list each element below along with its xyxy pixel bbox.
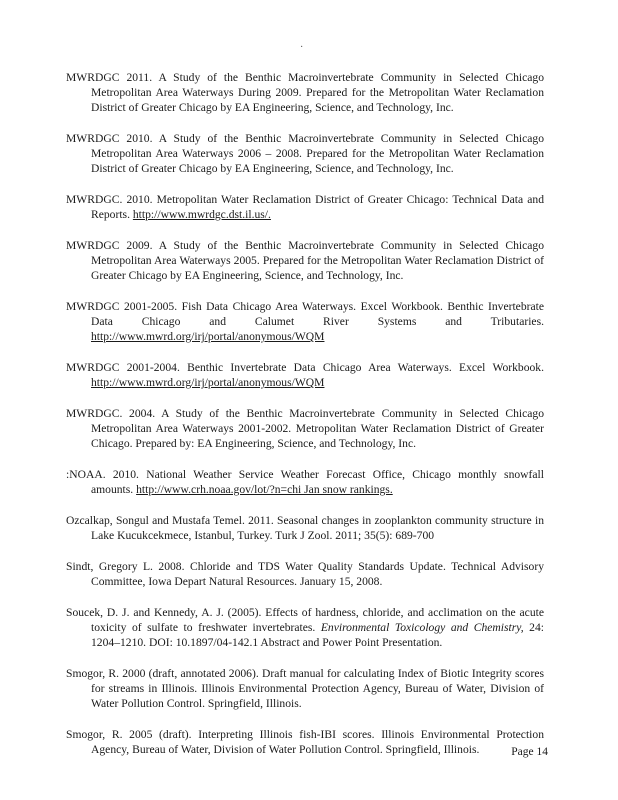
- reference-item: [66, 299, 544, 344]
- reference-text: MWRDGC 2009. A Study of the Benthic Macroinvertebrate Community in Selected Chicago Metropolitan Area Waterways 2005. Prepared for the Metropolitan Water Reclamation District of Greater Chicago by EA Engineering, Science, and Technology, Inc.: [66, 239, 544, 282]
- reference-item: [66, 360, 544, 390]
- journal-title: Environmental Toxicology and Chemistry,: [320, 621, 524, 634]
- reference-link[interactable]: http://www.mwrd.org/irj/portal/anonymous/WQM: [91, 376, 325, 389]
- reference-item: [66, 513, 544, 543]
- reference-item: [66, 70, 544, 115]
- reference-text-after: 24: 1204–1210. DOI: 10.1897/04-142.1 Abstract and Power Point Presentation.: [91, 621, 544, 649]
- reference-item: [66, 727, 544, 757]
- reference-item: [66, 406, 544, 451]
- reference-text: MWRDGC 2001-2005. Fish Data Chicago Area Waterways. Excel Workbook. Benthic Invertebrate Data Chicago and Calumet River Systems and Tributaries.: [66, 300, 544, 328]
- reference-text: :NOAA. 2010. National Weather Service Weather Forecast Office, Chicago monthly snowfall amounts.: [66, 468, 544, 496]
- reference-text: Sindt, Gregory L. 2008. Chloride and TDS Water Quality Standards Update. Technical Advisory Committee, Iowa Depart Natural Resources. January 15, 2008.: [66, 560, 544, 588]
- reference-item: [66, 666, 544, 711]
- reference-text: MWRDGC. 2004. A Study of the Benthic Macroinvertebrate Community in Selected Chicago Metropolitan Area Waterways 2001-2002. Metropolitan Water Reclamation District of Greater Chicago. Prepared by: EA Engineering, Science, and Technology, Inc.: [66, 407, 544, 450]
- top-mark: ·: [300, 42, 304, 53]
- reference-item: [66, 559, 544, 589]
- reference-text: Soucek, D. J. and Kennedy, A. J. (2005). Effects of hardness, chloride, and acclimation on the acute toxicity of sulfate to freshwater invertebrates.: [66, 606, 544, 634]
- reference-item: [66, 467, 544, 497]
- reference-text: Smogor, R. 2005 (draft). Interpreting Illinois fish-IBI scores. Illinois Environmental Protection Agency, Bureau of Water, Division of Water Pollution Control. Springfield, Illinois.: [66, 728, 544, 756]
- reference-text: Ozcalkap, Songul and Mustafa Temel. 2011. Seasonal changes in zooplankton community structure in Lake Kucukcekmece, Istanbul, Turkey. Turk J Zool. 2011; 35(5): 689-700: [66, 514, 544, 542]
- reference-text: MWRDGC 2010. A Study of the Benthic Macroinvertebrate Community in Selected Chicago Metropolitan Area Waterways 2006 – 2008. Prepared for the Metropolitan Water Reclamation District of Greater Chicago by EA Engineering, Science, and Technology, Inc.: [66, 132, 544, 175]
- reference-text: MWRDGC. 2010. Metropolitan Water Reclamation District of Greater Chicago: Technical Data and Reports.: [66, 193, 544, 221]
- reference-item: [66, 192, 544, 222]
- reference-item: [66, 605, 544, 650]
- reference-text: MWRDGC 2011. A Study of the Benthic Macroinvertebrate Community in Selected Chicago Metropolitan Area Waterways During 2009. Prepared for the Metropolitan Water Reclamation District of Greater Chicago by EA Engineering, Science, and Technology, Inc.: [66, 71, 544, 114]
- reference-list: [66, 70, 544, 773]
- reference-item: [66, 131, 544, 176]
- reference-text: MWRDGC 2001-2004. Benthic Invertebrate Data Chicago Area Waterways. Excel Workbook.: [66, 361, 544, 374]
- page-number: Page 14: [511, 746, 548, 758]
- reference-text: Smogor, R. 2000 (draft, annotated 2006). Draft manual for calculating Index of Biotic Integrity scores for streams in Illinois. Illinois Environmental Protection Agency, Bureau of Water, Division of Water Pollution Control. Springfield, Illinois.: [66, 667, 544, 710]
- reference-link[interactable]: http://www.crh.noaa.gov/lot/?n=chi Jan snow rankings.: [136, 483, 393, 496]
- reference-link[interactable]: http://www.mwrdgc.dst.il.us/.: [132, 208, 271, 221]
- reference-link[interactable]: http://www.mwrd.org/irj/portal/anonymous/WQM: [91, 330, 325, 343]
- reference-item: [66, 238, 544, 283]
